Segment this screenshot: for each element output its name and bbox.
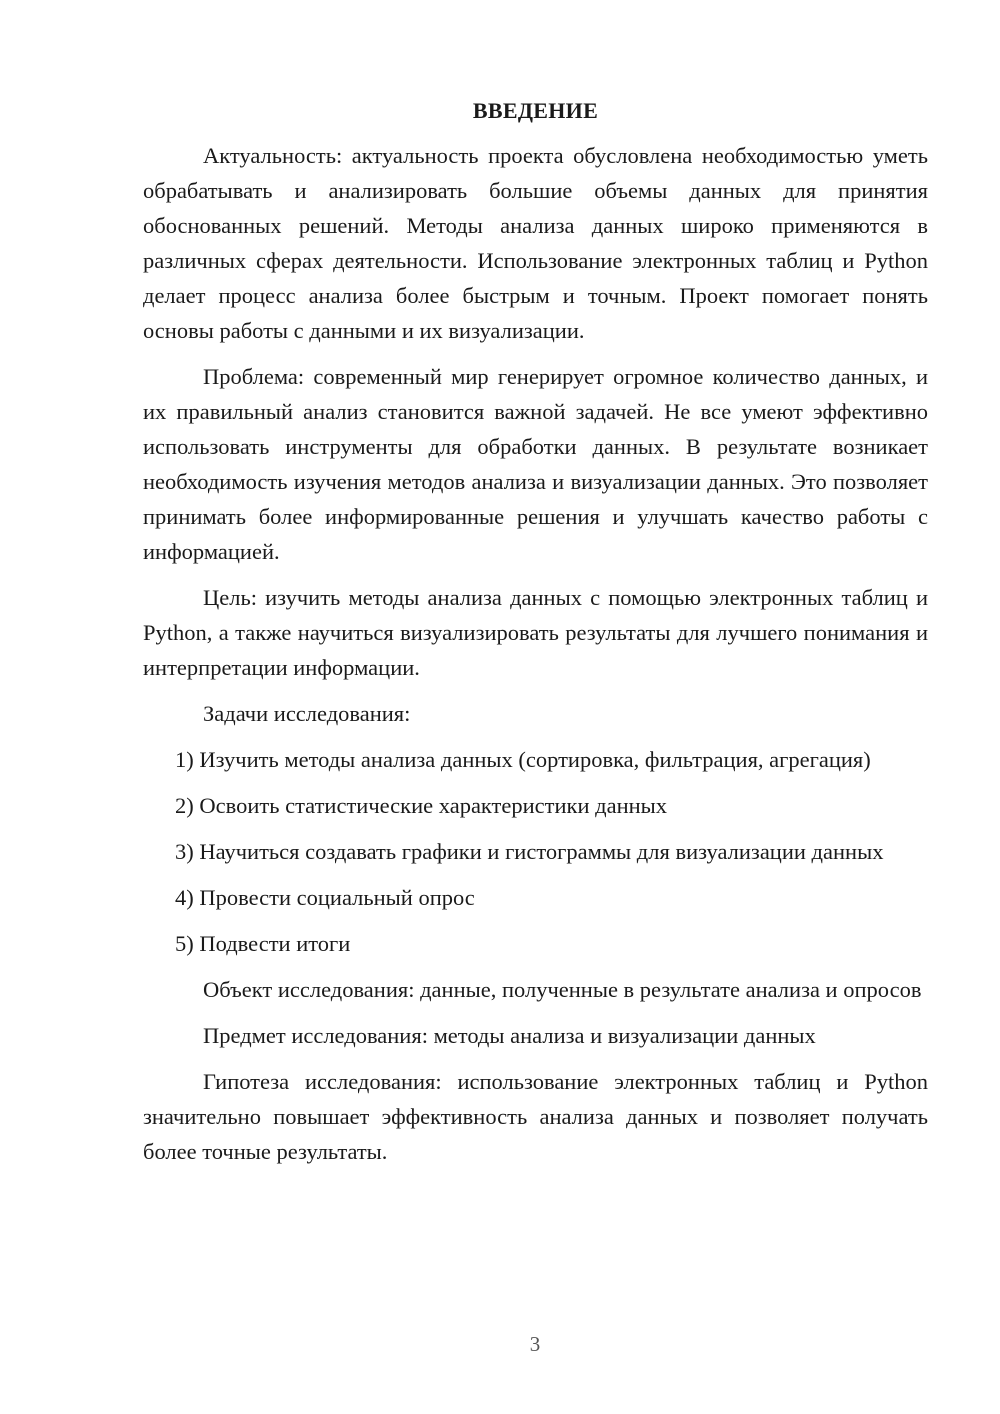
problem-paragraph: Проблема: современный мир генерирует огромное количество данных, и их правильный анализ становится важной задачей. Не все умеют эффективно использовать инструменты для обработки данных. В результате возникает необходимость изучения методов анализа и визуализации данных. Это позволяет принимать более информированные решения и улучшать качество работы с информацией. — [143, 364, 928, 564]
task-item-3: 3) Научиться создавать графики и гистограммы для визуализации данных — [175, 839, 884, 864]
section-heading: ВВЕДЕНИЕ — [472, 98, 599, 123]
page-body — [143, 93, 928, 1180]
relevance-paragraph: Актуальность: актуальность проекта обусловлена необходимостью уметь обрабатывать и анализировать большие объемы данных для принятия обоснованных решений. Методы анализа данных широко применяются в различных сферах деятельности. Использование электронных таблиц и Python делает процесс анализа более быстрым и точным. Проект помогает понять основы работы с данными и их визуализации. — [143, 143, 928, 343]
task-item-2: 2) Освоить статистические характеристики данных — [175, 793, 668, 818]
hypothesis-paragraph: Гипотеза исследования: использование электронных таблиц и Python значительно повышает эффективность анализа данных и позволяет получать более точные результаты. — [143, 1069, 928, 1164]
task-item-5: 5) Подвести итоги — [175, 931, 351, 956]
task-item-4: 4) Провести социальный опрос — [175, 885, 475, 910]
task-item-1: 1) Изучить методы анализа данных (сортировка, фильтрация, агрегация) — [175, 747, 871, 772]
page-number: 3 — [529, 1332, 541, 1356]
subject-paragraph: Предмет исследования: методы анализа и визуализации данных — [203, 1023, 816, 1048]
goal-paragraph: Цель: изучить методы анализа данных с помощью электронных таблиц и Python, а также научиться визуализировать результаты для лучшего понимания и интерпретации информации. — [143, 585, 928, 680]
tasks-title: Задачи исследования: — [203, 701, 411, 726]
object-paragraph: Объект исследования: данные, полученные в результате анализа и опросов — [203, 977, 922, 1002]
